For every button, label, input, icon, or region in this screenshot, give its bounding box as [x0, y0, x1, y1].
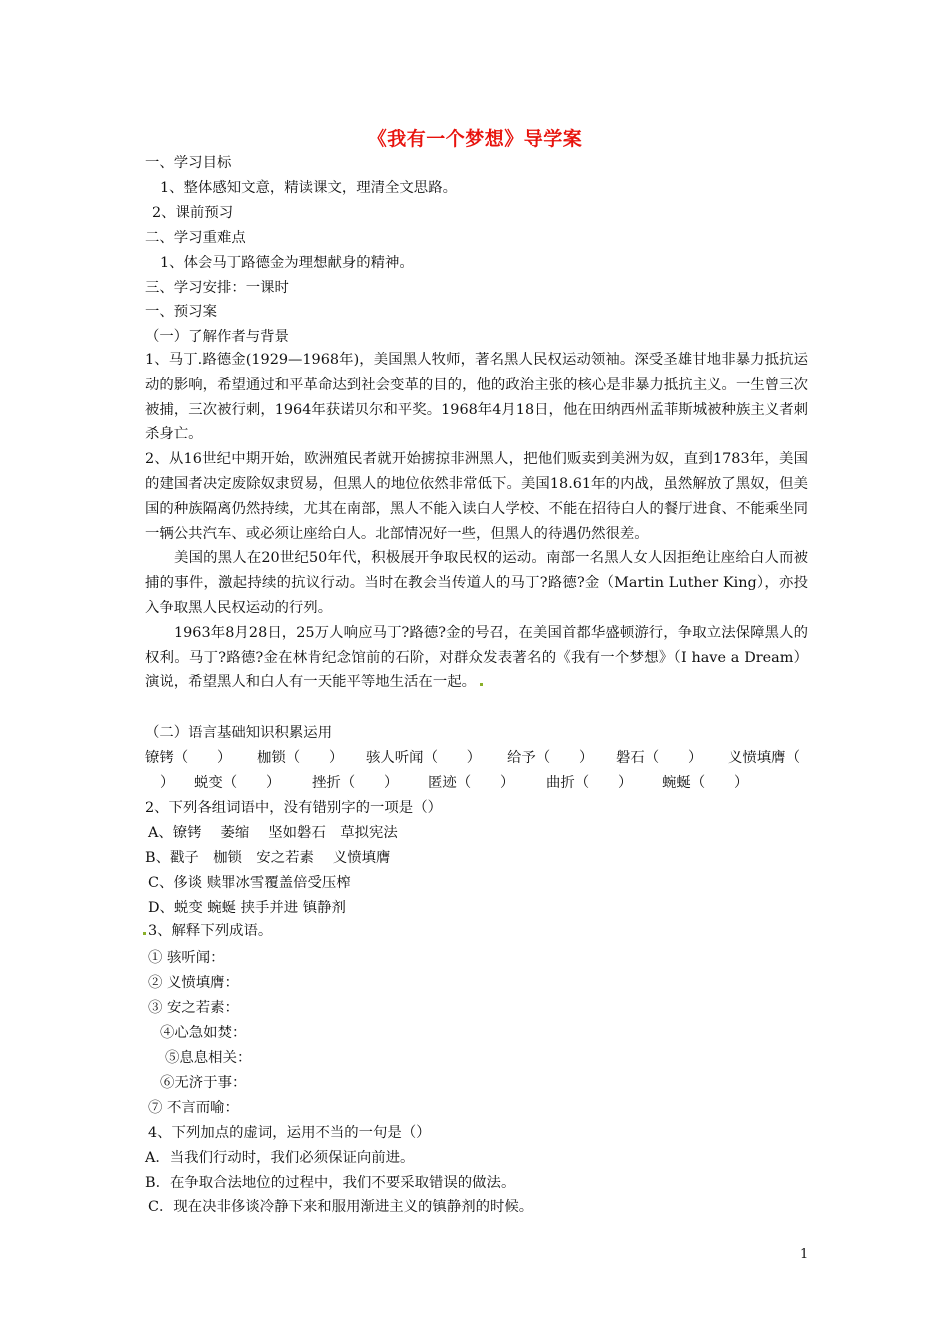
question-2: 2、下列各组词语中，没有错别字的一项是（） [145, 800, 442, 816]
section-heading-schedule: 三、学习安排：一课时 [145, 280, 289, 296]
word-item: 骇人听闻（ ） [366, 750, 482, 766]
idiom-item: ⑥无济于事： [160, 1075, 247, 1091]
question-2-option-a: A、镣铐 萎缩 坚如磐石 草拟宪法 [148, 825, 398, 841]
question-4-option-c: C．现在决非侈谈冷静下来和服用渐进主义的镇静剂的时候。 [148, 1199, 534, 1215]
word-item: 枷锁（ ） [257, 750, 344, 766]
word-item: 镣铐（ ） [145, 750, 232, 766]
idiom-item: ⑤息息相关： [165, 1050, 252, 1066]
goal-item-2: 2、课前预习 [152, 205, 234, 221]
subsection-heading-language: （二）语言基础知识积累运用 [145, 725, 333, 741]
paragraph-author: 1、马丁.路德金(1929—1968年)，美国黑人牧师，著名黑人民权运动领袖。深受圣雄甘地非暴力抵抗运动的影响，希望通过和平革命达到社会变革的目的，他的政治主张的核心是非暴力抵抗主义。一生曾三次被捕，三次被行刺，1964年获诺贝尔和平奖。1968年4月18日，他在田纳西州孟菲斯城被种族主义者刺杀身亡。 [145, 352, 808, 443]
idiom-item: ④心急如焚： [160, 1025, 247, 1041]
word-item: 义愤填膺（ [728, 750, 800, 766]
section-heading-difficulties: 二、学习重难点 [145, 230, 246, 246]
word-item: 蜕变（ ） [194, 775, 281, 791]
section-heading-preview: 一、预习案 [145, 304, 217, 320]
idiom-item: ② 义愤填膺： [148, 975, 239, 991]
word-item: 匿迹（ ） [428, 775, 515, 791]
word-item: 蜿蜒（ ） [662, 775, 749, 791]
question-4-option-b: B．在争取合法地位的过程中，我们不要采取错误的做法。 [145, 1175, 516, 1191]
idiom-item: ① 骇听闻： [148, 950, 225, 966]
question-2-option-d: D、蜕变 蜿蜒 挟手并进 镇静剂 [148, 900, 346, 916]
question-2-option-c: C、侈谈 赎罪冰雪覆盖倍受压榨 [148, 875, 351, 891]
goal-item-1: 1、整体感知文意，精读课文，理清全文思路。 [160, 180, 457, 196]
question-4: 4、下列加点的虚词，运用不当的一句是（） [148, 1125, 431, 1141]
paragraph-history: 2、从16世纪中期开始，欧洲殖民者就开始掳掠非洲黑人，把他们贩卖到美洲为奴，直到1783年，美国的建国者决定废除奴隶贸易，但黑人的地位依然非常低下。美国18.61年的内战，虽然解放了黑奴，但美国的种族隔离仍然持续，尤其在南部，黑人不能入读白人学校、不能在招待白人的餐厅进食、不能乘坐同一辆公共汽车、或必须让座给白人。北部情况好一些，但黑人的待遇仍然很差。 [145, 451, 808, 542]
section-heading-goals: 一、学习目标 [145, 155, 232, 171]
word-item: 挫折（ ） [312, 775, 399, 791]
page-number: 1 [800, 1247, 809, 1262]
word-item: 给予（ ） [507, 750, 594, 766]
background-paragraphs [145, 348, 808, 695]
question-3-text: 3、解释下列成语。 [148, 923, 273, 939]
page-title: 《我有一个梦想》导学案 [367, 128, 583, 150]
idiom-item: ③ 安之若素： [148, 1000, 239, 1016]
subsection-heading-background: （一）了解作者与背景 [145, 329, 289, 345]
paragraph-speech [145, 621, 808, 695]
difficulty-item-1: 1、体会马丁路德金为理想献身的精神。 [160, 255, 414, 271]
question-3 [143, 921, 272, 941]
green-dot-mark [480, 683, 483, 686]
paragraph-speech-text: 1963年8月28日，25万人响应马丁?路德?金的号召，在美国首都华盛顿游行，争取立法保障黑人的权利。马丁?路德?金在林肯纪念馆前的石阶，对群众发表著名的《我有一个梦想》（I have a Dream）演说，希望黑人和白人有一天能平等地生活在一起。 [145, 624, 808, 691]
word-item: 曲折（ ） [546, 775, 633, 791]
word-item: ） [160, 775, 175, 791]
word-item: 磐石（ ） [616, 750, 703, 766]
green-dot-mark [143, 932, 146, 935]
question-2-option-b: B、戳子 枷锁 安之若素 义愤填膺 [145, 850, 391, 866]
question-4-option-a: A．当我们行动时，我们必须保证向前进。 [145, 1150, 415, 1166]
idiom-item: ⑦ 不言而喻： [148, 1100, 239, 1116]
paragraph-civil-rights: 美国的黑人在20世纪50年代，积极展开争取民权的运动。南部一名黑人女人因拒绝让座给白人而被捕的事件，激起持续的抗议行动。当时在教会当传道人的马丁?路德?金（Martin Luther King），亦投入争取黑人民权运动的行列。 [145, 550, 808, 616]
